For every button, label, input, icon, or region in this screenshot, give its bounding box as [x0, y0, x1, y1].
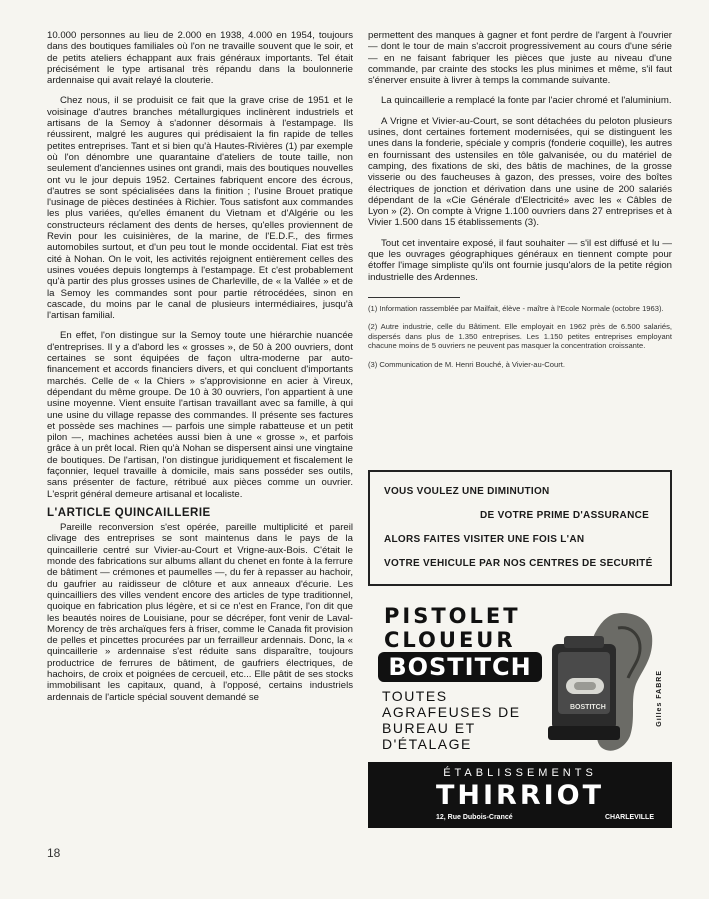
footnote: (3) Communication de M. Henri Bouché, à Vivier-au-Court.	[368, 359, 565, 369]
ad-line: VOTRE VEHICULE PAR NOS CENTRES DE SECURITÉ	[384, 558, 653, 569]
bostitch-ad-top	[368, 600, 672, 758]
body-paragraph: 10.000 personnes au lieu de 2.000 en 1938, 4.000 en 1954, toujours dans des boutiques familiales où l'on ne travaille souvent que le soir, et de petits ateliers échappant aux frais généraux importants. Tel était précisément le type artisanal très répandu dans la boulonnerie ardennaise qui avait relayé la clouterie.	[47, 30, 353, 87]
section-heading: L'ARTICLE QUINCAILLERIE	[47, 506, 211, 519]
ad-line: VOUS VOULEZ UNE DIMINUTION	[384, 486, 550, 497]
body-paragraph: Tout cet inventaire exposé, il faut souhaiter — s'il est diffusé et lu — que les ouvrages géographiques généraux en tiennent compte pour étoffer l'image simpliste qu'ils ont fournie jusqu'alors de la petite région industrielle des Ardennes.	[368, 237, 672, 283]
ad-text: D'ÉTALAGE	[382, 736, 472, 752]
company-address: 12, Rue Dubois-Crancé	[436, 814, 513, 821]
ad-headline: CLOUEUR	[384, 628, 516, 652]
ad-text: BUREAU ET	[382, 720, 476, 736]
right-column	[368, 30, 672, 372]
body-paragraph: A Vrigne et Vivier-au-Court, se sont détachées du peloton plusieurs usines, dont certaines fortement modernisées, qui se distinguent les unes dans la fonderie, spéciale y compris (fonderie coquille), les autres en fournissant des ustensiles en tôle galvanisée, ou du matériel de camping, des fixations de ski, des bâtis de machines, de la grosse visserie ou des faucheuses à gazon, des presses, voire des boîtes électriques de jonction et dérivation dans une usine de 200 salariés dépendant de la «Cie Générale d'Electricité» avec les « Câbles de Lyon » (2). On compte à Vrigne 1.100 ouvriers dans 27 entreprises et à Vivier 1.500 dans 15 établissements (3).	[368, 115, 672, 229]
body-paragraph: La quincaillerie a remplacé la fonte par l'acier chromé et l'aluminium.	[381, 95, 672, 107]
body-paragraph: En effet, l'on distingue sur la Semoy toute une hiérarchie nuancée d'entreprises. Il y a d'abord les « grosses », de 50 à 200 ouvriers, dont certaines se sont équipées de façon ultra-moderne par auto-financement et accords financiers divers, et qui concluent d'importants marchés. Celle de « la Chiers » s'approvisionne en acier à Vireux, dépendant du même groupe. De 10 à 30 ouvriers, l'on appartient à une usine moyenne. Vient ensuite l'artisan travaillant avec sa famille, à qui une usine du village repasse des commandes. Il présente ses factures et possède ses machines — parfois une simple rabatteuse et un petit pilon —, machines achetées aussi bien à une « grosse », et parfois grâce à un prêt local. Rien qu'à Nohan se dispersent ainsi une vingtaine de boutiques. De l'artisan, l'on distingue juridiquement et fiscalement le façonnier, lequel travaille à domicile, mais sans posséder ses outils, sans présenter de facture, rétribué aux pièces comme un ouvrier. L'esprit général demeure artisanal et localiste.	[47, 330, 353, 500]
company-name: THIRRIOT	[435, 780, 605, 811]
stapler-gun-illustration	[544, 608, 656, 756]
thirriot-banner	[368, 762, 672, 828]
ad-text: TOUTES	[382, 688, 448, 704]
footnotes	[368, 304, 672, 369]
establishments-label: ÉTABLISSEMENTS	[443, 767, 597, 779]
insurance-advertisement	[368, 470, 672, 586]
ad-line: DE VOTRE PRIME D'ASSURANCE	[480, 510, 650, 521]
body-paragraph: Chez nous, il se produisit ce fait que la grave crise de 1951 et le voisinage d'autres branches métallurgiques inclinèrent industriels et artisans de la Semoy à s'adonner désormais à l'estampage. Ils réussirent, malgré les augures qui prédisaient la fin rapide de telles petites entreprises. Tant et si bien qu'à Hautes-Rivières (1) par exemple où l'on dénombre une quarantaine d'ateliers de toute taille, non seulement d'anciennes usines ont grandi, mais des boutiques nouvelles ont vu le jour depuis 1952. Certaines fabriquent encore des écrous, d'autres se sont spécialisées dans la finition ; l'usine Brouet pratique l'usinage de pièces destinées à Richier. Tous satisfont aux commandes les plus variées, qu'elles émanent du Vietnam et d'Algérie ou les constructeurs réclament des dents de herses, qu'elles proviennent de Revin pour les cuisinières, de la marine, de l'E.D.F., des firmes automobiles surtout, et d'un peu tout le monde occidental. Fiat est très cité à Nohan. On le voit, les activités rejoignent entièrement celles des usines vouées depuis longtemps à l'estampage. Et c'est probablement qu'à partir des plus grosses usines de Charleville, de « la Vallée » et de la Semoy les commandes sont pour partie rétrocédées, sinon en cascade, du moins par le canal de plusieurs intermédiaires, jusqu'à l'artisan familial.	[47, 95, 353, 322]
company-city: CHARLEVILLE	[605, 814, 654, 821]
bostitch-logo: BOSTITCH	[378, 652, 542, 682]
bostitch-advertisement	[368, 600, 672, 832]
illustrator-credit: Gilles FABRE	[656, 670, 663, 727]
footnote: (2) Autre industrie, celle du Bâtiment. Elle employait en 1962 près de 6.500 salariés, dispersés dans plus de 1.350 entreprises. Les 1.150 petites entreprises employant chacune moins de 5 ouvriers ne peuvent pas masquer la concentration croissante.	[368, 322, 672, 351]
left-column	[47, 30, 353, 703]
ad-line: ALORS FAITES VISITER UNE FOIS L'AN	[384, 534, 585, 545]
page-number: 18	[47, 846, 61, 860]
ad-headline: PISTOLET	[384, 604, 521, 628]
footnote: (1) Information rassemblée par Mailfait, élève - maître à l'Ecole Normale (octobre 1963).	[368, 303, 664, 313]
body-paragraph: Pareille reconversion s'est opérée, pareille multiplicité et pareil clivage des entreprises se sont maintenus dans le pays de la quincaillerie centré sur Vivier-au-Court et Vrigne-aux-Bois. C'était le monde des fabrications sur albums allant du chenet en fonte à la ferrure de bâtiment — crémones et paumelles —, du fer à repasser au hachoir, du gaufrier au raidisseur de clôture et aux anneaux d'écurie. Les quincailliers des villes vendent encore des articles de type traditionnel, quoique en fabrication plus légère, et si ce n'est en France, l'on dit que les beautés noires de Louisiane, pour se décréper, font venir de Laval-Morency de très archaïques fers à friser, comme le Canada fit provision de pelles et pincettes procurées par un ferrailleur ardennais. Donc, la « quincaillerie » ardennaise s'est réduite sans disparaître, toujours productrice de ferrures de bâtiment, de gaufriers électriques, de hachoirs, de croix et poignées de cercueil, etc... Elle pâtit de ses stocks immobilisant les capitaux, quand, à l'opposé, certains industriels ardennais de l'article spécial souvent demandé se	[47, 522, 353, 703]
tool-label: BOSTITCH	[570, 704, 606, 711]
body-paragraph: permettent des manques à gagner et font perdre de l'argent à l'ouvrier — dont le tour de main s'accroit progressivement au cours d'une série — en ne faisant fabriquer les pièces que juste au niveau d'une commande, par crainte des stocks les plus minimes et même, s'il faut s'énerver ensuite à livrer à temps la commande suivante.	[368, 30, 672, 87]
footnote-divider	[368, 297, 460, 298]
ad-text: AGRAFEUSES DE	[382, 704, 521, 720]
